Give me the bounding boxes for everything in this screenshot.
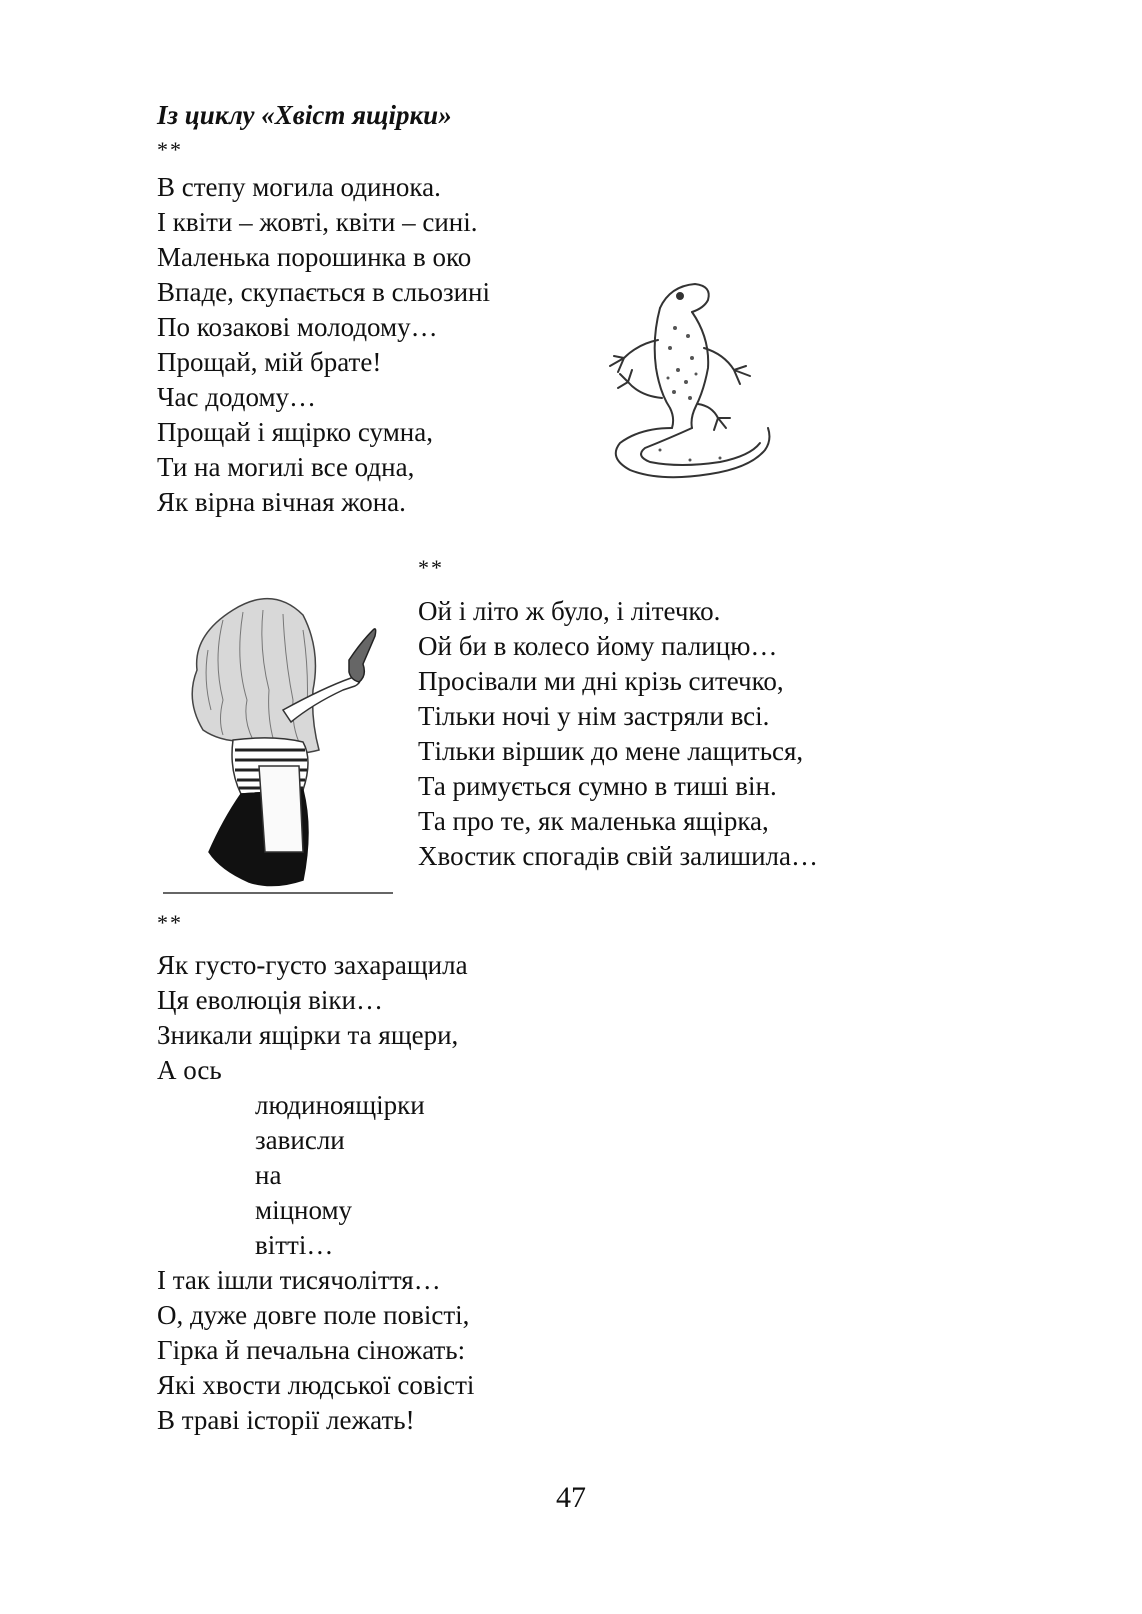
separator-3: **	[157, 910, 183, 935]
poem-line: В степу могила одинока.	[157, 172, 441, 202]
poem-line: Ой і літо ж було, і літечко.	[418, 596, 721, 626]
poem-line: І так ішли тисячоліття…	[157, 1265, 441, 1295]
poem-line: Ой би в колесо йому палицю…	[418, 631, 778, 661]
poem-line-indented: на	[255, 1160, 282, 1190]
poem-line: Які хвости людської совісті	[157, 1370, 475, 1400]
page-number: 47	[556, 1481, 586, 1514]
cycle-title: Із циклу «Хвіст ящірки»	[157, 100, 452, 130]
poem-line: Як вірна вічная жона.	[157, 487, 406, 517]
poem-line: Маленька порошинка в око	[157, 242, 472, 272]
poem-line: Тільки ночі у нім застряли всі.	[418, 701, 770, 731]
poem-line: Просівали ми дні крізь ситечко,	[418, 666, 784, 696]
poem-line: Зникали ящірки та ящери,	[157, 1020, 459, 1050]
poem-line: Та про те, як маленька ящірка,	[418, 806, 769, 836]
poem-line-indented: міцному	[255, 1195, 353, 1225]
poem-line: Прощай, мій брате!	[157, 347, 382, 377]
poem-line: Прощай і ящірко сумна,	[157, 417, 433, 447]
poem-line: О, дуже довге поле повісті,	[157, 1300, 470, 1330]
poem-line-indented: зависли	[255, 1125, 345, 1155]
poem-line: Як густо-густо захаращила	[157, 950, 468, 980]
poem-line-indented: вітті…	[255, 1230, 334, 1260]
poem-line: Гірка й печальна сіножать:	[157, 1335, 466, 1365]
poem-line: Ця еволюція віки…	[157, 985, 383, 1015]
girl-with-lizard-icon	[163, 590, 395, 910]
poem-line: А ось	[157, 1055, 222, 1085]
separator-1: **	[157, 137, 183, 162]
poem-line: В траві історії лежать!	[157, 1405, 415, 1435]
poem-line: Впаде, скупається в сльозині	[157, 277, 491, 307]
poem-line: І квіти – жовті, квіти – сині.	[157, 207, 478, 237]
poem-line: Тільки віршик до мене лащиться,	[418, 736, 804, 766]
separator-2: **	[418, 555, 444, 580]
lizard-icon	[600, 278, 785, 488]
poem-line: Ти на могилі все одна,	[157, 452, 415, 482]
poem-line: Та римується сумно в тиші він.	[418, 771, 777, 801]
poem-line: По козакові молодому…	[157, 312, 438, 342]
poem-line-indented: людиноящірки	[255, 1090, 425, 1120]
poem-line: Час додому…	[157, 382, 317, 412]
poem-line: Хвостик спогадів свій залишила…	[418, 841, 819, 871]
